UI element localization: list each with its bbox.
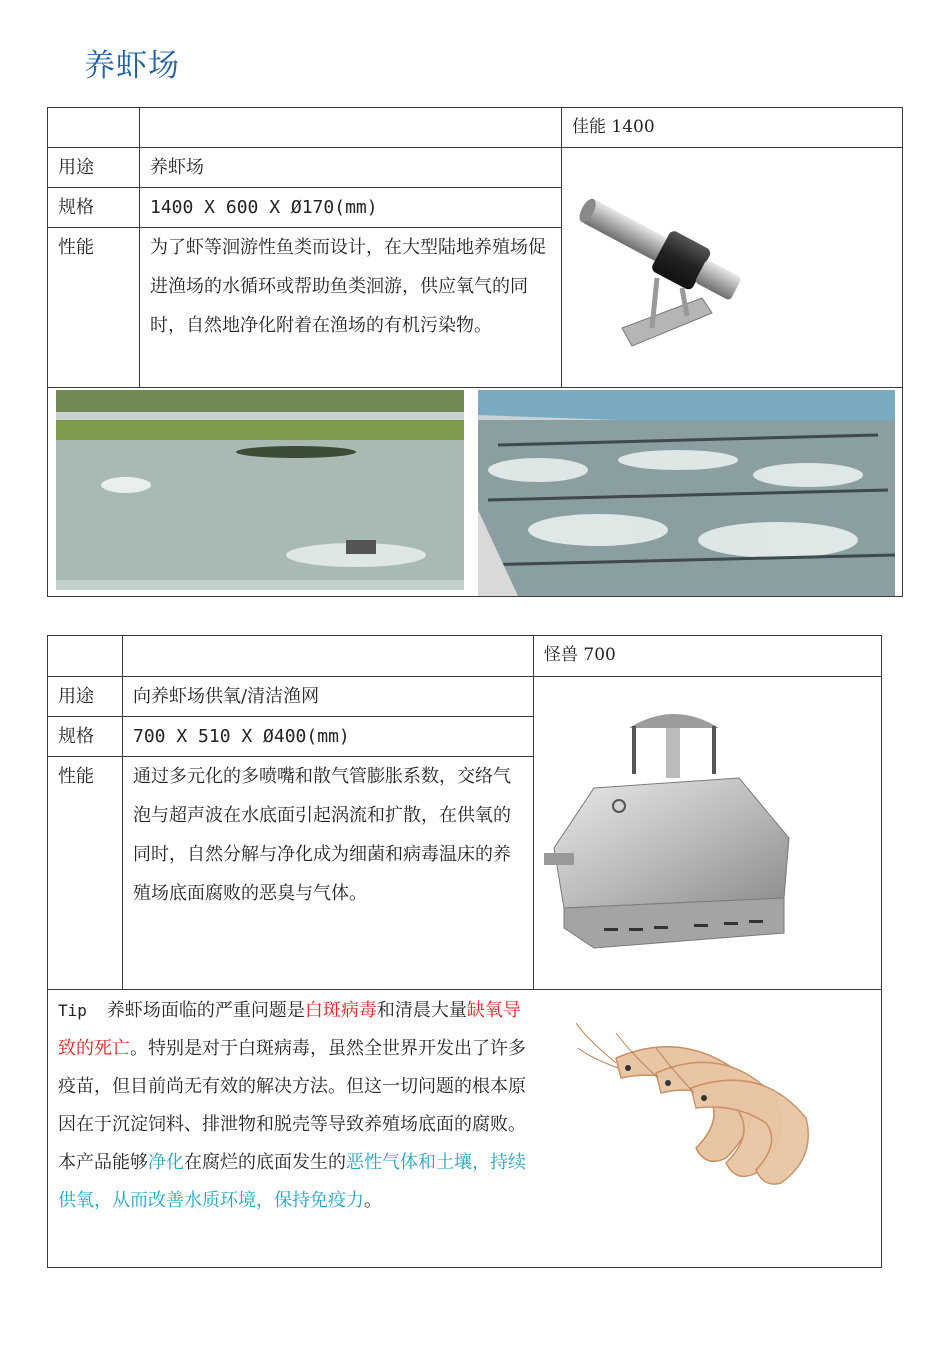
tip-seg-8: 。	[364, 1190, 382, 1211]
p2-header-empty-2	[123, 636, 534, 677]
tip-seg-1: 白斑病毒	[304, 1000, 377, 1021]
p2-aerator-image	[534, 698, 804, 968]
tip-seg-2: 和清晨大量	[376, 1000, 467, 1021]
p1-usage-label: 用途	[48, 148, 140, 188]
product1-table	[47, 107, 903, 597]
p1-spec-value: 1400 X 600 X Ø170(mm)	[140, 188, 562, 228]
tip-seg-7: 恶性气体和土壤，持续供氧，从而改善水质环境，保持免疫力	[58, 1152, 526, 1211]
p2-spec-value: 700 X 510 X Ø400(mm)	[123, 717, 534, 757]
tip-seg-3: 缺氧导致的死亡	[58, 1000, 521, 1059]
tip-seg-5: 净化	[148, 1152, 184, 1173]
tip-label: Tip	[58, 1001, 87, 1020]
p2-perf-value: 通过多元化的多喷嘴和散气管膨胀系数，交络气泡与超声波在水底面引起涡流和扩散，在供氧的同时，自然分解与净化成为细菌和病毒温床的养殖场底面腐败的恶臭与气体。	[123, 757, 534, 990]
p1-spec-label: 规格	[48, 188, 140, 228]
p1-product-image-cell	[562, 148, 903, 388]
tip-seg-4: 。特别是对于白斑病毒，虽然全世界开发出了许多疫苗，但目前尚无有效的解决方法。但这一切问题的根本原因在于沉淀饲料、排泄物和脱壳等导致养殖场底面的腐败。本产品能够	[58, 1038, 526, 1173]
shrimp-image	[576, 1018, 816, 1188]
p2-header-empty-1	[48, 636, 123, 677]
tip-cell	[48, 990, 882, 1268]
tip-text	[58, 992, 536, 1220]
p1-usage-value: 养虾场	[140, 148, 562, 188]
tip-seg-6: 在腐烂的底面发生的	[184, 1152, 346, 1173]
p1-header-empty-2	[140, 108, 562, 148]
indoor-farm-photo	[478, 390, 895, 596]
p2-spec-label: 规格	[48, 717, 123, 757]
p1-perf-value: 为了虾等洄游性鱼类而设计，在大型陆地养殖场促进渔场的水循环或帮助鱼类洄游，供应氧气的同时，自然地净化附着在渔场的有机污染物。	[140, 228, 562, 388]
pond-photo	[56, 390, 464, 590]
p1-product-name: 佳能 1400	[562, 108, 903, 148]
p1-pump-image	[562, 178, 762, 358]
product2-table	[47, 635, 882, 1268]
p2-product-name: 怪兽 700	[534, 636, 882, 677]
p2-usage-label: 用途	[48, 677, 123, 717]
tip-seg-0: 养虾场面临的严重问题是	[106, 1000, 305, 1021]
p1-header-empty-1	[48, 108, 140, 148]
p2-perf-label: 性能	[48, 757, 123, 990]
p1-photo-row	[48, 388, 903, 597]
page-title: 养虾场	[84, 48, 180, 84]
p2-product-image-cell	[534, 677, 882, 990]
p2-usage-value: 向养虾场供氧/清洁渔网	[123, 677, 534, 717]
p1-perf-label: 性能	[48, 228, 140, 388]
